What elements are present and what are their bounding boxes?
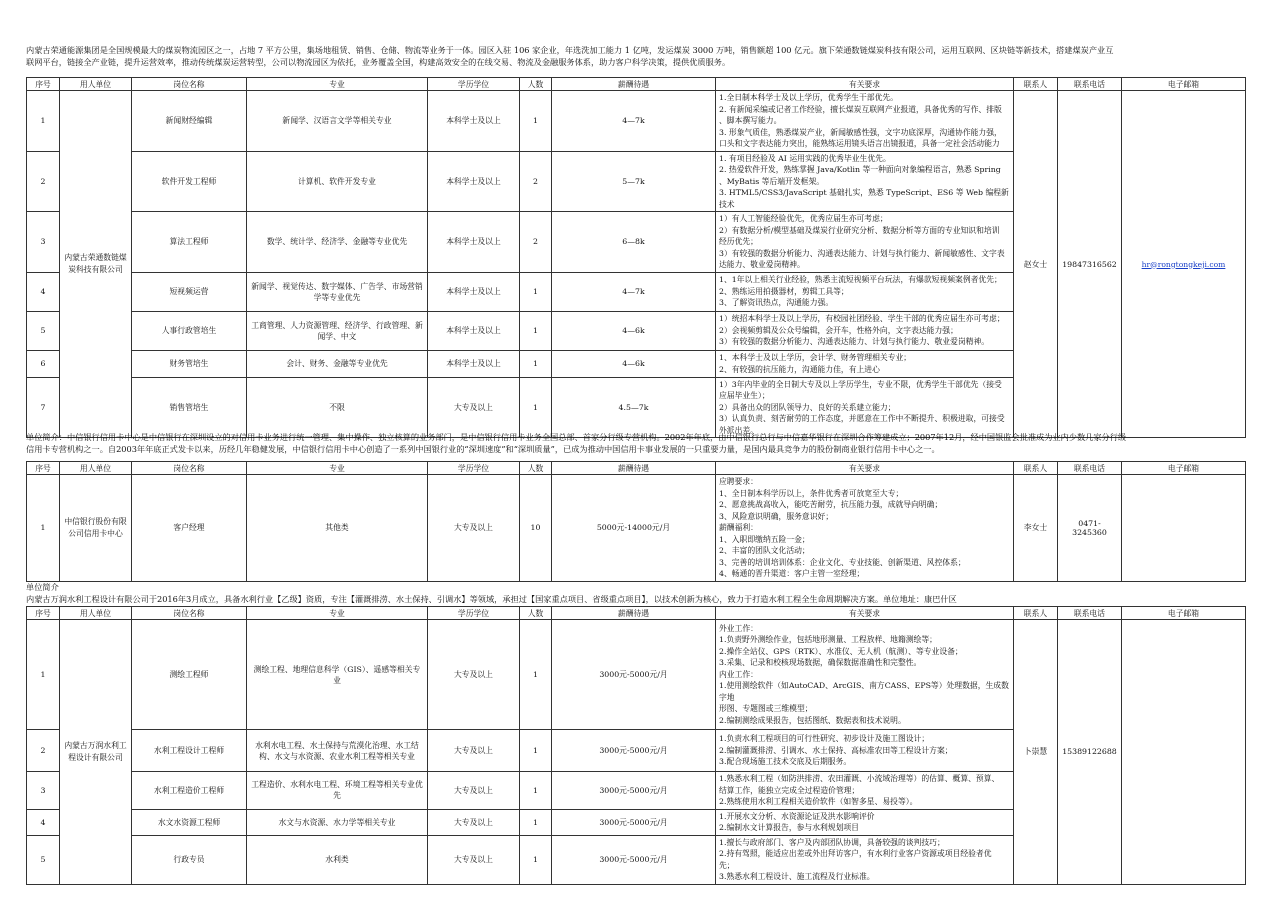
header-num: 人数 (520, 78, 552, 91)
education: 本科学士及以上 (428, 91, 520, 152)
job-title: 水利工程设计工程师 (132, 730, 247, 772)
contact-phone: 0471-3245360 (1058, 475, 1122, 582)
row-number: 5 (27, 835, 60, 884)
header-num: 人数 (520, 607, 552, 620)
header-post: 岗位名称 (132, 607, 247, 620)
header-email: 电子邮箱 (1122, 607, 1246, 620)
row-number: 3 (27, 772, 60, 810)
major: 工程造价、水利水电工程、环境工程等相关专业优先 (247, 772, 428, 810)
salary: 3000元-5000元/月 (552, 835, 716, 884)
table-row (27, 475, 1246, 582)
salary: 4—6k (552, 311, 716, 350)
salary: 4—7k (552, 272, 716, 311)
salary: 3000元-5000元/月 (552, 730, 716, 772)
education: 本科学士及以上 (428, 311, 520, 350)
contact-person: 李女士 (1014, 475, 1058, 582)
education: 大专及以上 (428, 835, 520, 884)
header-email: 电子邮箱 (1122, 462, 1246, 475)
headcount: 1 (520, 272, 552, 311)
headcount: 1 (520, 350, 552, 377)
job-title: 行政专员 (132, 835, 247, 884)
job-table (26, 461, 1246, 582)
job-title: 软件开发工程师 (132, 151, 247, 212)
contact-email (1122, 475, 1246, 582)
header-edu: 学历学位 (428, 462, 520, 475)
row-number: 7 (27, 377, 60, 438)
headcount: 10 (520, 475, 552, 582)
table-header-row (27, 78, 1246, 91)
header-pay: 薪酬待遇 (552, 462, 716, 475)
headcount: 1 (520, 835, 552, 884)
salary: 3000元-5000元/月 (552, 772, 716, 810)
employer-unit: 中信银行股份有限公司信用卡中心 (60, 475, 132, 582)
headcount: 2 (520, 151, 552, 212)
requirements: 1）3年内毕业的全日制大专及以上学历学生，专业不限，优秀学生干部优先（接受 应届毕业生）； 2）具备出众的团队领导力、良好的关系建立能力； 3）认真负责、刻苦耐劳的工作态度，并愿意在工作中不断提升、积极进取，可接受 外派出差。 (716, 377, 1014, 438)
header-email: 电子邮箱 (1122, 78, 1246, 91)
major: 水利水电工程、水土保持与荒漠化治理、水工结构、水文与水资源、农业水利工程等相关专业 (247, 730, 428, 772)
job-title: 水文水资源工程师 (132, 809, 247, 835)
education: 本科学士及以上 (428, 212, 520, 273)
headcount: 1 (520, 772, 552, 810)
education: 本科学士及以上 (428, 350, 520, 377)
job-title: 财务管培生 (132, 350, 247, 377)
headcount: 1 (520, 91, 552, 152)
education: 大专及以上 (428, 809, 520, 835)
row-number: 1 (27, 620, 60, 730)
header-edu: 学历学位 (428, 607, 520, 620)
job-title: 销售管培生 (132, 377, 247, 438)
header-contact: 联系人 (1014, 462, 1058, 475)
section-intro: 内蒙古荣通能源集团是全国规模最大的煤炭物流园区之一，占地 7 平方公里，集场地租赁、销售、仓储、物流等业务于一体。园区入驻 106 家企业，年选洗加工能力 1 亿吨，发运煤炭 3000 万吨，销售额超 100 亿元。旗下荣通数链煤炭科技有限公司，运用互联网、区块链等新技术，搭建煤炭产业互 联网平台，链接全产业链，提升运营效率，推动传统煤炭运营转型，公司以物流园区为依托，业务覆盖全国，构建高效安全的在线交易、物流及金融服务体系，助力客户科学决策，提供优质服务。 (26, 45, 1114, 67)
education: 大专及以上 (428, 475, 520, 582)
table-row (27, 91, 1246, 152)
major: 新闻学、视觉传达、数字媒体、广告学、市场营销学等专业优先 (247, 272, 428, 311)
major: 计算机、软件开发专业 (247, 151, 428, 212)
header-edu: 学历学位 (428, 78, 520, 91)
requirements: 1）统招本科学士及以上学历，有校园社团经验、学生干部的优秀应届生亦可考虑； 2）会视频剪辑及公众号编辑，会开车，性格外向，文字表达能力强； 3）有较强的数据分析能力、沟通表达能力、计划与执行能力、敬业爱岗精神。 (716, 311, 1014, 350)
header-major: 专业 (247, 78, 428, 91)
header-contact: 联系人 (1014, 607, 1058, 620)
salary: 4.5—7k (552, 377, 716, 438)
header-unit: 用人单位 (60, 607, 132, 620)
header-no: 序号 (27, 607, 60, 620)
requirements: 1.擅长与政府部门、客户及内部团队协调，具备较强的谈判技巧； 2.持有驾照，能适应出差或外出拜访客户，有水利行业客户资源或项目经验者优 先； 3.熟悉水利工程设计、施工流程及行业标准。 (716, 835, 1014, 884)
requirements: 1、本科学士及以上学历，会计学、财务管理相关专业； 2、有较强的抗压能力，沟通能力佳，有上进心 (716, 350, 1014, 377)
header-req: 有关要求 (716, 607, 1014, 620)
row-number: 2 (27, 730, 60, 772)
row-number: 4 (27, 809, 60, 835)
education: 大专及以上 (428, 620, 520, 730)
major: 新闻学、汉语言文学等相关专业 (247, 91, 428, 152)
requirements: 1.全日制本科学士及以上学历，优秀学生干部优先。 2. 有新闻采编或记者工作经验，擅长煤炭互联网产业报道，具备优秀的写作、排版 、脚本撰写能力。 3. 形象气质佳，熟悉煤炭产业，新闻敏感性强，文字功底深厚，沟通协作能力强， 口头和文字表达能力突出，能熟练运用镜头语言出镜报道，具备一定社会活动能力 (716, 91, 1014, 152)
employer-unit: 内蒙古荣通数链煤炭科技有限公司 (60, 91, 132, 438)
salary: 6—8k (552, 212, 716, 273)
header-num: 人数 (520, 462, 552, 475)
header-major: 专业 (247, 607, 428, 620)
major: 水文与水资源、水力学等相关专业 (247, 809, 428, 835)
contact-person: 卜崇慧 (1014, 620, 1058, 885)
job-title: 测绘工程师 (132, 620, 247, 730)
header-phone: 联系电话 (1058, 462, 1122, 475)
headcount: 2 (520, 212, 552, 273)
row-number: 4 (27, 272, 60, 311)
major: 不限 (247, 377, 428, 438)
headcount: 1 (520, 620, 552, 730)
header-no: 序号 (27, 462, 60, 475)
major: 水利类 (247, 835, 428, 884)
table-header-row (27, 607, 1246, 620)
contact-phone: 19847316562 (1058, 91, 1122, 438)
requirements: 1.开展水文分析、水资源论证及洪水影响评价 2.编制水文计算报告，参与水利规划项目 (716, 809, 1014, 835)
header-post: 岗位名称 (132, 78, 247, 91)
header-post: 岗位名称 (132, 462, 247, 475)
row-number: 1 (27, 91, 60, 152)
salary: 3000元-5000元/月 (552, 809, 716, 835)
education: 大专及以上 (428, 377, 520, 438)
requirements: 外业工作： 1.负责野外测绘作业，包括地形测量、工程放样、地籍测绘等； 2.操作全站仪、GPS（RTK）、水准仪、无人机（航测）、等专业设备； 3.采集、记录和校核现场数据，确保数据准确性和完整性。 内业工作： 1.使用测绘软件（如AutoCAD、ArcGIS、南方CASS、EPS等）处理数据，生成数字地 形图、专题图或三维模型； 2.编制测绘成果报告，包括图纸、数据表和技术说明。 (716, 620, 1014, 730)
row-number: 2 (27, 151, 60, 212)
header-req: 有关要求 (716, 78, 1014, 91)
salary: 3000元-5000元/月 (552, 620, 716, 730)
education: 大专及以上 (428, 730, 520, 772)
requirements: 1. 有项目经验及 AI 运用实践的优秀毕业生优先。 2. 热爱软件开发，熟练掌握 Java/Kotlin 等一种面向对象编程语言，熟悉 Spring 、MyBatis 等后端开发框架。 3. HTML5/CSS3/JavaScript 基础扎实，熟悉 TypeScript、ES6 等 Web 编程新技术 (716, 151, 1014, 212)
major: 会计、财务、金融等专业优先 (247, 350, 428, 377)
row-number: 1 (27, 475, 60, 582)
contact-person: 赵女士 (1014, 91, 1058, 438)
salary: 5000元-14000元/月 (552, 475, 716, 582)
header-pay: 薪酬待遇 (552, 78, 716, 91)
contact-phone: 15389122688 (1058, 620, 1122, 885)
header-phone: 联系电话 (1058, 78, 1122, 91)
salary: 5—7k (552, 151, 716, 212)
header-no: 序号 (27, 78, 60, 91)
job-title: 新闻财经编辑 (132, 91, 247, 152)
education: 本科学士及以上 (428, 272, 520, 311)
salary: 4—7k (552, 91, 716, 152)
requirements: 1.熟悉水利工程（如防洪排涝、农田灌溉、小流域治理等）的估算、概算、预算、 结算工作，能独立完成全过程造价管理； 2.熟练使用水利工程相关造价软件（如智多星、易投等）。 (716, 772, 1014, 810)
headcount: 1 (520, 377, 552, 438)
row-number: 5 (27, 311, 60, 350)
salary: 4—6k (552, 350, 716, 377)
job-title: 算法工程师 (132, 212, 247, 273)
contact-email (1122, 620, 1246, 885)
job-table (26, 606, 1246, 885)
requirements: 1.负责水利工程项目的可行性研究、初步设计及施工图设计； 2.编制灌溉排涝、引调水、水土保持、高标准农田等工程设计方案； 3.配合现场施工技术交底及后期服务。 (716, 730, 1014, 772)
row-number: 3 (27, 212, 60, 273)
headcount: 1 (520, 311, 552, 350)
header-unit: 用人单位 (60, 462, 132, 475)
row-number: 6 (27, 350, 60, 377)
education: 大专及以上 (428, 772, 520, 810)
major: 测绘工程、地理信息科学（GIS）、遥感等相关专业 (247, 620, 428, 730)
job-title: 水利工程造价工程师 (132, 772, 247, 810)
headcount: 1 (520, 809, 552, 835)
major: 工商管理、人力资源管理、经济学、行政管理、新闻学、中文 (247, 311, 428, 350)
major: 数学、统计学、经济学、金融等专业优先 (247, 212, 428, 273)
requirements: 1、1年以上相关行业经验，熟悉主流短视频平台玩法，有爆款短视频案例者优先； 2、熟练运用拍摄器材，剪辑工具等； 3、了解资讯热点，沟通能力强。 (716, 272, 1014, 311)
job-title: 短视频运营 (132, 272, 247, 311)
header-req: 有关要求 (716, 462, 1014, 475)
job-title: 客户经理 (132, 475, 247, 582)
headcount: 1 (520, 730, 552, 772)
header-phone: 联系电话 (1058, 607, 1122, 620)
requirements: 应聘要求： 1、全日制本科学历以上，条件优秀者可放宽至大专； 2、愿意挑战高收入，能吃苦耐劳，抗压能力强，成就导向明确； 3、风险意识明确，服务意识好； 薪酬福利： 1、入职即缴纳五险一金； 2、丰富的团队文化活动； 3、完善的培训培训体系：企业文化、专业技能、创新渠道、风控体系； 4、畅通的晋升渠道：客户主管一室经理； (716, 475, 1014, 582)
requirements: 1）有人工智能经验优先，优秀应届生亦可考虑； 2）有数据分析/模型基础及煤炭行业研究分析、数据分析等方面的专业知识和培训 经历优先； 3）有较强的数据分析能力、沟通表达能力、计划与执行能力、新闻敏感性、文字表 达能力、敬业爱岗精神。 (716, 212, 1014, 273)
employer-unit: 内蒙古万润水利工程设计有限公司 (60, 620, 132, 885)
contact-email[interactable]: hr@rongtongkeji.com (1122, 91, 1246, 438)
table-row (27, 620, 1246, 730)
job-table (26, 77, 1246, 438)
major: 其他类 (247, 475, 428, 582)
header-pay: 薪酬待遇 (552, 607, 716, 620)
table-header-row (27, 462, 1246, 475)
header-contact: 联系人 (1014, 78, 1058, 91)
section-intro: 单位简介：中信银行信用卡中心是中信银行在深圳设立的对信用卡业务进行统一管理、集中操作、独立核算的业务部门，是中信银行信用卡业务全国总部、首家分行级专营机构。2002年年底，由中信银行总行与中信嘉华银行在深圳合作筹建成立；2007年12月，经中国银监会批准成为业内少数几家分行级 信用卡专营机构之一。自2003年年底正式发卡以来，历经几年稳健发展，中信银行信用卡中心创造了一系列中国银行业的“深圳速度”和“深圳质量”，已成为推动中国信用卡事业发展的一只重要力量，是国内最具竞争力的股份制商业银行信用卡中心之一。 (26, 432, 1127, 454)
header-unit: 用人单位 (60, 78, 132, 91)
job-title: 人事行政管培生 (132, 311, 247, 350)
section-intro: 单位简介 内蒙古万润水利工程设计有限公司于2016年3月成立，具备水利行业【乙级】资质，专注【灌溉排涝、水土保持、引调水】等领域，承担过【国家重点项目、省级重点项目】，以技术创新为核心，致力于打造水利工程全生命周期解决方案。单位地址：康巴什区 (26, 582, 957, 604)
header-major: 专业 (247, 462, 428, 475)
education: 本科学士及以上 (428, 151, 520, 212)
